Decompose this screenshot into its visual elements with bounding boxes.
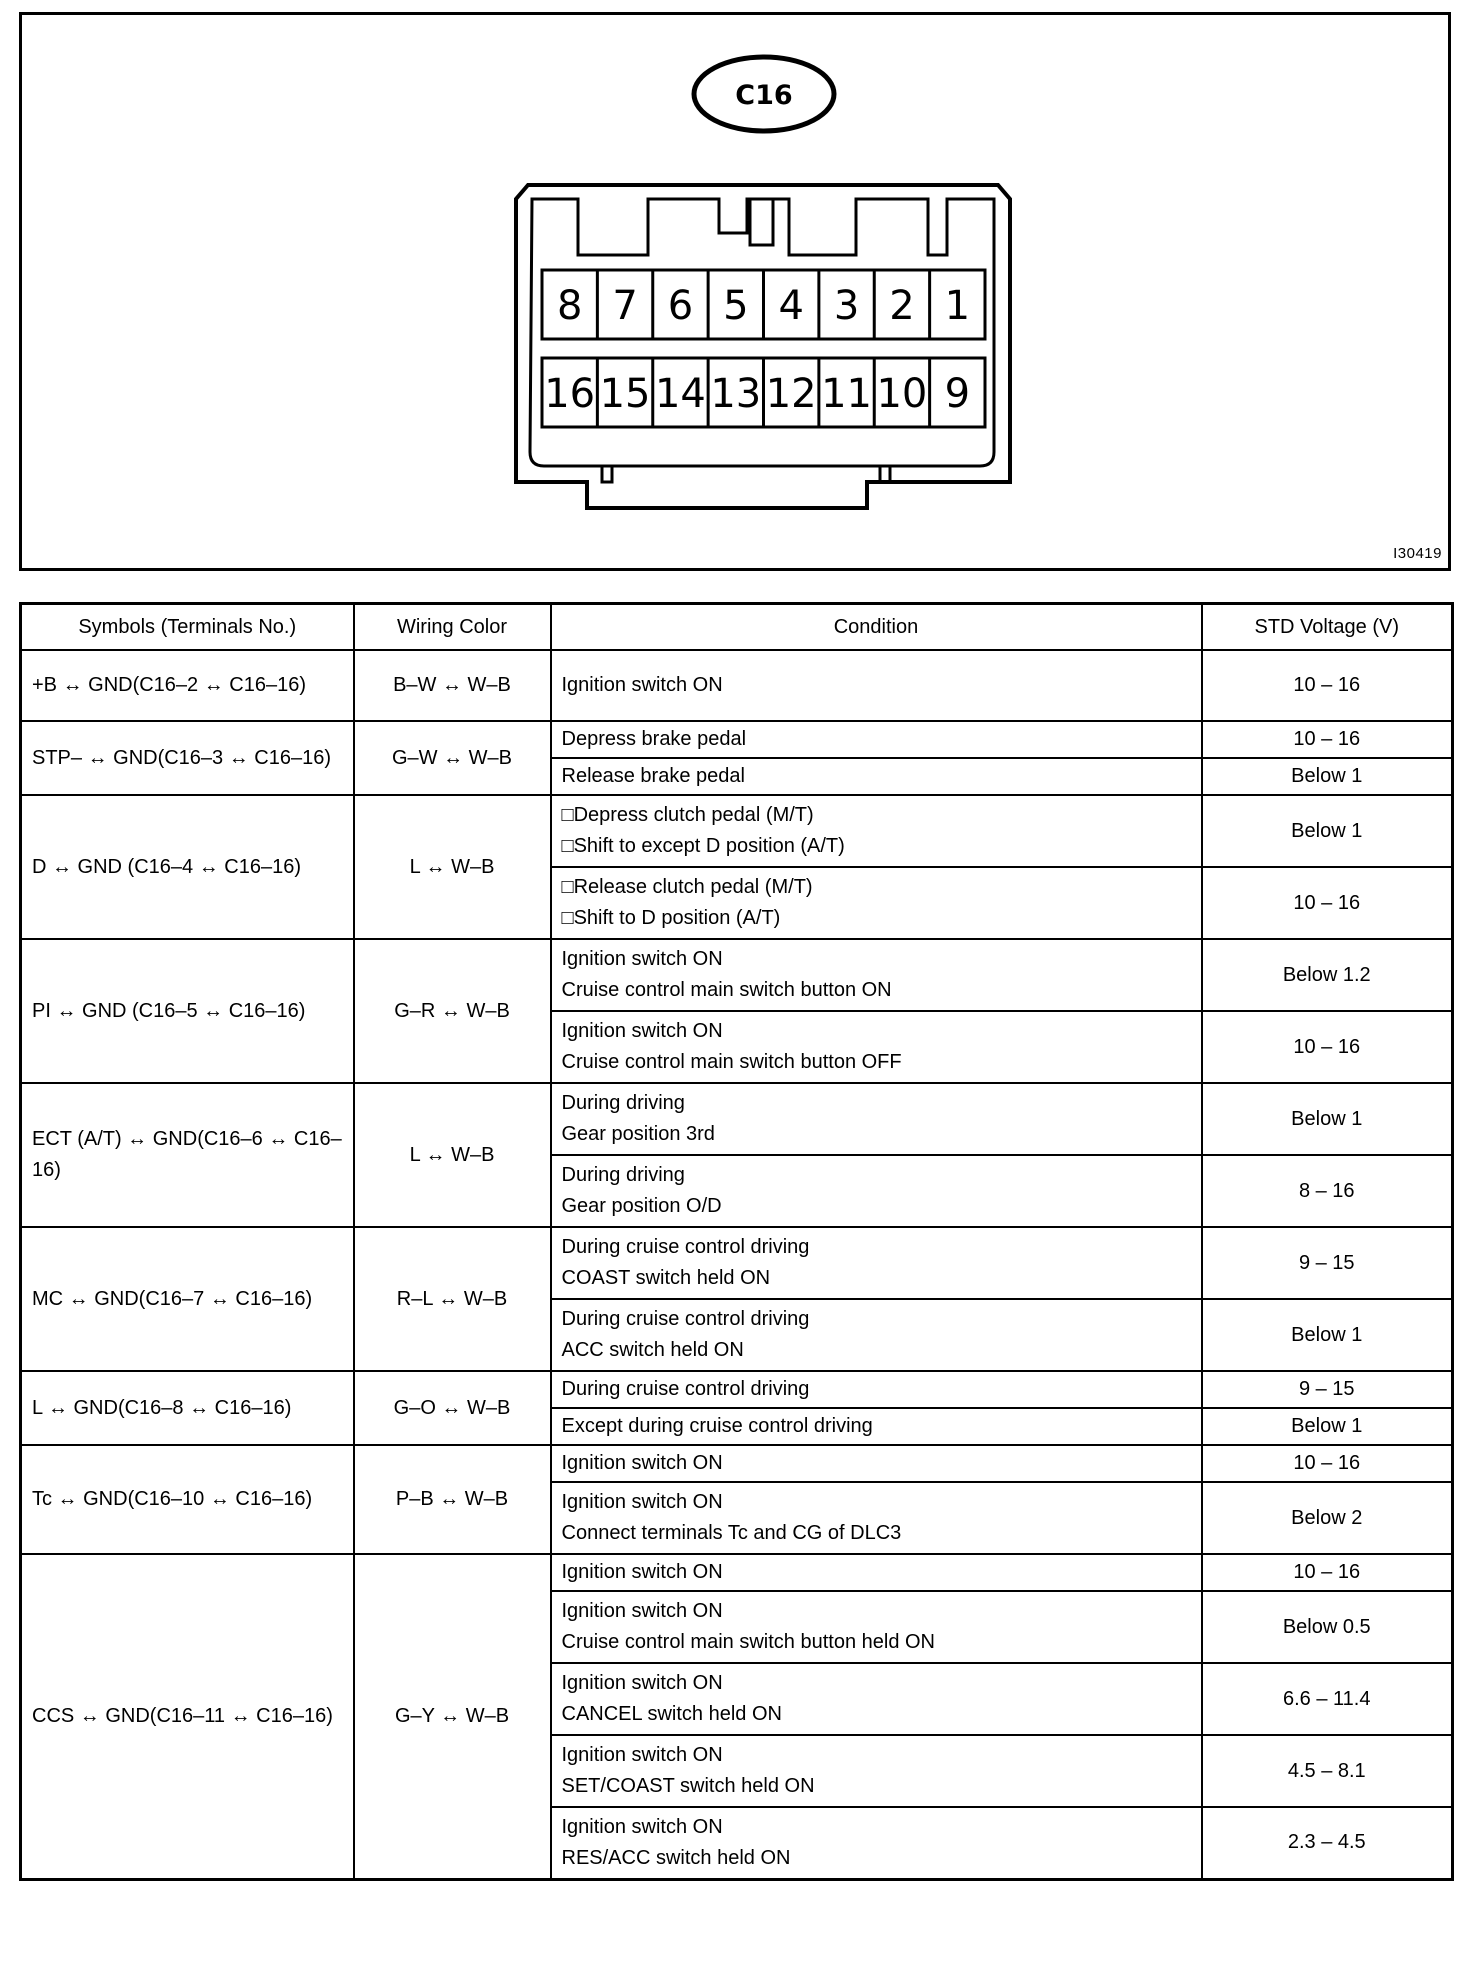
- wiring-color-cell: G–W ↔ W–B: [354, 721, 551, 795]
- cell-line: Gear position 3rd: [561, 1123, 715, 1145]
- cell-line: Ignition switch ON: [561, 1452, 723, 1474]
- pin-9: 9: [944, 371, 971, 417]
- std-voltage-cell: 9 – 15: [1202, 1371, 1453, 1408]
- figure-id: I30419: [1393, 545, 1442, 562]
- std-voltage-cell: 10 – 16: [1202, 721, 1453, 758]
- pin-13: 13: [710, 371, 762, 417]
- symbol-cell: [21, 1083, 354, 1227]
- cell-line: ECT (A/T) ↔ GND: [32, 1128, 198, 1150]
- cell-line: (C16–11 ↔ C16–16): [149, 1704, 333, 1727]
- condition-cell: [551, 1554, 1202, 1591]
- cell-line: Release brake pedal: [561, 765, 745, 787]
- connector-tab-left: [602, 466, 612, 482]
- header-std-voltage: STD Voltage (V): [1202, 604, 1453, 651]
- wiring-color-cell: L ↔ W–B: [354, 795, 551, 939]
- cell-line: (C16–7 ↔ C16–16): [138, 1287, 313, 1310]
- cell-line: ACC switch held ON: [561, 1339, 744, 1361]
- cell-line: Cruise control main switch button ON: [561, 979, 892, 1001]
- cell-line: During driving: [561, 1164, 685, 1186]
- condition-cell: [551, 1227, 1202, 1299]
- std-voltage-cell: 10 – 16: [1202, 1554, 1453, 1591]
- table-body: [21, 650, 1453, 1879]
- cell-line: CANCEL switch held ON: [561, 1703, 782, 1725]
- std-voltage-cell: 4.5 – 8.1: [1202, 1735, 1453, 1807]
- cell-line: SET/COAST switch held ON: [561, 1775, 815, 1797]
- pin-10: 10: [876, 371, 928, 417]
- cell-line: Ignition switch ON: [561, 1815, 723, 1838]
- cell-line: Depress brake pedal: [561, 728, 747, 750]
- wiring-color-cell: G–O ↔ W–B: [354, 1371, 551, 1445]
- condition-cell: [551, 1011, 1202, 1083]
- cell-line: (C16–6 ↔ C16–16): [32, 1128, 342, 1181]
- std-voltage-cell: 10 – 16: [1202, 650, 1453, 721]
- symbol-cell: [21, 1445, 354, 1554]
- pin-16: 16: [544, 371, 596, 417]
- pin-7: 7: [612, 283, 638, 329]
- wiring-color-cell: G–R ↔ W–B: [354, 939, 551, 1083]
- cell-line: COAST switch held ON: [561, 1267, 771, 1289]
- symbol-cell: [21, 1554, 354, 1879]
- condition-cell: [551, 1408, 1202, 1445]
- cell-line: □Shift to except D position (A/T): [561, 835, 845, 857]
- cell-line: (C16–10 ↔ C16–16): [127, 1488, 313, 1510]
- symbol-cell: [21, 1227, 354, 1371]
- std-voltage-cell: 9 – 15: [1202, 1227, 1453, 1299]
- wiring-color-cell: P–B ↔ W–B: [354, 1445, 551, 1554]
- condition-cell: [551, 1663, 1202, 1735]
- condition-cell: [551, 795, 1202, 867]
- condition-cell: [551, 1735, 1202, 1807]
- std-voltage-cell: Below 1: [1202, 758, 1453, 795]
- condition-cell: [551, 721, 1202, 758]
- cell-line: Connect terminals Tc and CG of DLC3: [561, 1522, 902, 1544]
- wiring-color-cell: R–L ↔ W–B: [354, 1227, 551, 1371]
- table-row: [21, 795, 1453, 867]
- cell-line: (C16–3 ↔ C16–16): [157, 746, 332, 769]
- cell-line: Ignition switch ON: [561, 1020, 723, 1042]
- cell-line: During cruise control driving: [561, 1308, 810, 1330]
- cell-line: Ignition switch ON: [561, 674, 723, 696]
- connector-lock-key: [750, 199, 773, 245]
- condition-cell: [551, 650, 1202, 721]
- std-voltage-cell: Below 1: [1202, 1408, 1453, 1445]
- condition-cell: [551, 867, 1202, 939]
- condition-cell: [551, 1482, 1202, 1554]
- cell-line: L ↔ GND: [32, 1396, 118, 1419]
- wiring-color-cell: L ↔ W–B: [354, 1083, 551, 1227]
- std-voltage-cell: Below 1: [1202, 795, 1453, 867]
- symbol-cell: [21, 939, 354, 1083]
- cell-line: D ↔ GND (C16–4 ↔ C16–16): [32, 855, 301, 878]
- table-row: [21, 1371, 1453, 1408]
- cell-line: Ignition switch ON: [561, 948, 723, 970]
- cell-line: Gear position O/D: [561, 1195, 722, 1217]
- connector-diagram-panel: [19, 12, 1451, 571]
- cell-line: Cruise control main switch button OFF: [561, 1051, 902, 1073]
- pin-14: 14: [654, 371, 706, 417]
- cell-line: MC ↔ GND: [32, 1287, 139, 1310]
- cell-line: During cruise control driving: [561, 1378, 810, 1400]
- cell-line: Ignition switch ON: [561, 1672, 723, 1694]
- cell-line: During driving: [561, 1092, 685, 1114]
- condition-cell: [551, 1299, 1202, 1371]
- pin-row-bottom: [544, 371, 970, 417]
- pin-4: 4: [778, 283, 804, 329]
- symbol-cell: [21, 650, 354, 721]
- condition-cell: [551, 758, 1202, 795]
- symbol-cell: [21, 721, 354, 795]
- std-voltage-cell: Below 1.2: [1202, 939, 1453, 1011]
- pin-12: 12: [765, 371, 817, 417]
- table-header-row: [21, 604, 1453, 651]
- cell-line: Ignition switch ON: [561, 1561, 723, 1583]
- symbol-cell: [21, 1371, 354, 1445]
- condition-cell: [551, 1155, 1202, 1227]
- connector-housing: [516, 185, 1010, 508]
- std-voltage-cell: Below 0.5: [1202, 1591, 1453, 1663]
- connector-label: C16: [735, 80, 793, 111]
- pin-15: 15: [599, 371, 651, 417]
- std-voltage-cell: 10 – 16: [1202, 1445, 1453, 1482]
- cell-line: STP– ↔ GND: [32, 746, 158, 769]
- table-row: [21, 721, 1453, 758]
- table-row: [21, 1554, 1453, 1591]
- pin-6: 6: [667, 283, 694, 329]
- cell-line: □Depress clutch pedal (M/T): [561, 804, 814, 826]
- cell-line: CCS ↔ GND: [32, 1704, 150, 1727]
- cell-line: □Shift to D position (A/T): [561, 907, 781, 929]
- std-voltage-cell: 6.6 – 11.4: [1202, 1663, 1453, 1735]
- cell-line: Ignition switch ON: [561, 1600, 723, 1622]
- terminal-voltage-table: [19, 602, 1454, 1881]
- std-voltage-cell: 10 – 16: [1202, 867, 1453, 939]
- cell-line: Ignition switch ON: [561, 1744, 723, 1766]
- cell-line: RES/ACC switch held ON: [561, 1846, 791, 1869]
- cell-line: (C16–8 ↔ C16–16): [117, 1396, 292, 1419]
- condition-cell: [551, 1083, 1202, 1155]
- condition-cell: [551, 1445, 1202, 1482]
- table-row: [21, 1083, 1453, 1155]
- cell-line: Cruise control main switch button held ON: [561, 1631, 935, 1653]
- cell-line: PI ↔ GND (C16–5 ↔ C16–16): [32, 999, 306, 1022]
- wiring-color-cell: G–Y ↔ W–B: [354, 1554, 551, 1879]
- cell-line: □Release clutch pedal (M/T): [561, 876, 813, 898]
- std-voltage-cell: Below 1: [1202, 1083, 1453, 1155]
- connector-c16-drawing: [22, 15, 1448, 568]
- pin-11: 11: [821, 371, 873, 417]
- table-row: [21, 1227, 1453, 1299]
- connector-tab-right: [880, 466, 890, 482]
- std-voltage-cell: 8 – 16: [1202, 1155, 1453, 1227]
- cell-line: Except during cruise control driving: [561, 1415, 873, 1437]
- std-voltage-cell: Below 1: [1202, 1299, 1453, 1371]
- cell-line: Tc ↔ GND: [32, 1488, 128, 1510]
- cell-line: Ignition switch ON: [561, 1491, 723, 1513]
- std-voltage-cell: 10 – 16: [1202, 1011, 1453, 1083]
- condition-cell: [551, 1371, 1202, 1408]
- condition-cell: [551, 1591, 1202, 1663]
- wiring-color-cell: B–W ↔ W–B: [354, 650, 551, 721]
- condition-cell: [551, 939, 1202, 1011]
- table-row: [21, 1445, 1453, 1482]
- cell-line: +B ↔ GND: [32, 674, 133, 696]
- cell-line: During cruise control driving: [561, 1236, 810, 1258]
- condition-cell: [551, 1807, 1202, 1879]
- cell-line: (C16–2 ↔ C16–16): [132, 674, 307, 696]
- pin-3: 3: [833, 283, 860, 329]
- header-symbols: Symbols (Terminals No.): [21, 604, 354, 651]
- pin-5: 5: [723, 283, 749, 329]
- pin-8: 8: [556, 283, 583, 329]
- symbol-cell: [21, 795, 354, 939]
- header-condition: Condition: [551, 604, 1202, 651]
- header-wiring-color: Wiring Color: [354, 604, 551, 651]
- std-voltage-cell: 2.3 – 4.5: [1202, 1807, 1453, 1879]
- table-row: [21, 650, 1453, 721]
- pin-2: 2: [889, 283, 915, 329]
- table-row: [21, 939, 1453, 1011]
- std-voltage-cell: Below 2: [1202, 1482, 1453, 1554]
- pin-1: 1: [944, 283, 971, 329]
